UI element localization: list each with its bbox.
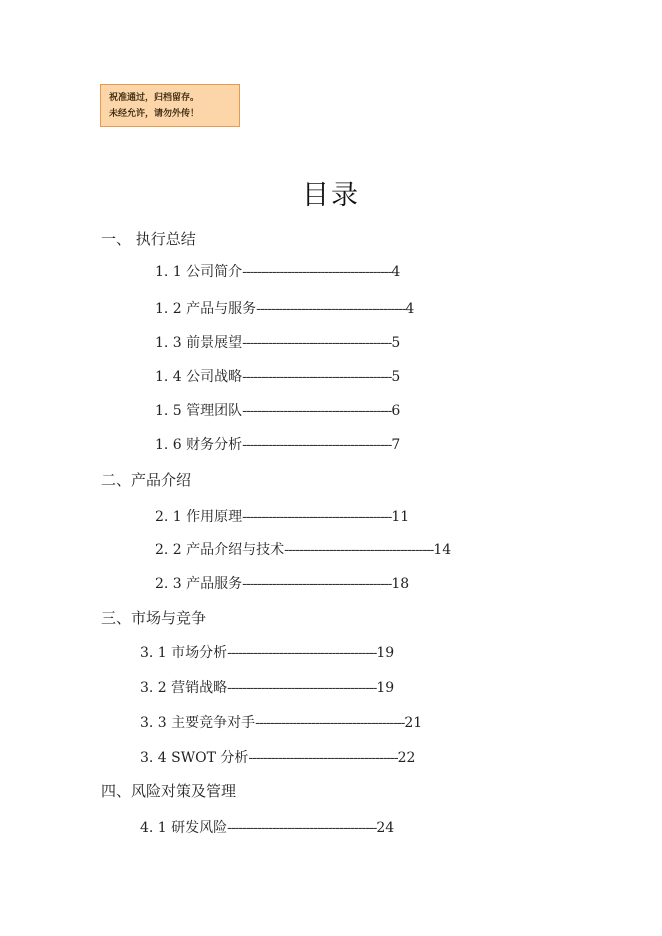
toc-entry-label: 4. 1 研发风险	[140, 820, 228, 836]
toc-page-number: 24	[376, 820, 395, 836]
notice-line-2: 未经允许，请勿外传！	[109, 109, 200, 119]
toc-dot-leader: ----------------------------------------	[256, 301, 406, 317]
toc-entry-label: 3. 1 市场分析	[140, 645, 228, 661]
toc-entry-label: 2. 2 产品介绍与技术	[155, 542, 285, 558]
toc-dot-leader: ----------------------------------------	[242, 335, 392, 351]
toc-section-4[interactable]	[101, 780, 236, 801]
toc-entry-3-2[interactable]	[140, 677, 394, 697]
toc-dot-leader: ----------------------------------------	[255, 715, 405, 731]
toc-section-2[interactable]	[101, 469, 191, 490]
toc-dot-leader: ----------------------------------------	[284, 542, 434, 558]
toc-dot-leader: ----------------------------------------	[242, 403, 392, 419]
confidential-notice-box	[100, 84, 240, 127]
toc-page-number: 7	[391, 437, 401, 453]
toc-dot-leader: ----------------------------------------	[242, 264, 392, 280]
toc-entry-1-4[interactable]	[155, 366, 400, 386]
toc-page-number: 5	[391, 335, 401, 351]
toc-page-number: 14	[433, 542, 452, 558]
toc-entry-label: 3. 4 SWOT 分析	[140, 750, 249, 766]
toc-page-number: 11	[391, 509, 410, 525]
toc-dot-leader: ----------------------------------------	[242, 509, 392, 525]
toc-entry-3-1[interactable]	[140, 642, 394, 662]
toc-entry-2-2[interactable]	[155, 539, 451, 559]
toc-page-number: 22	[397, 750, 416, 766]
toc-entry-2-1[interactable]	[155, 506, 409, 526]
toc-page-number: 4	[391, 264, 401, 280]
notice-line-1: 祝准通过，归档留存。	[109, 93, 200, 103]
toc-page-number: 19	[376, 645, 395, 661]
toc-entry-label: 2. 3 产品服务	[155, 576, 243, 592]
toc-section-label: 二、产品介绍	[101, 471, 192, 489]
toc-entry-label: 3. 2 营销战略	[140, 680, 228, 696]
toc-entry-4-1[interactable]	[140, 817, 394, 837]
toc-entry-2-3[interactable]	[155, 573, 409, 593]
toc-entry-3-4[interactable]	[140, 747, 415, 767]
toc-section-3[interactable]	[101, 607, 206, 628]
toc-entry-1-6[interactable]	[155, 434, 400, 454]
toc-dot-leader: ----------------------------------------	[242, 369, 392, 385]
toc-dot-leader: ----------------------------------------	[227, 645, 377, 661]
toc-entry-1-2[interactable]	[155, 298, 414, 318]
toc-section-1[interactable]	[101, 228, 196, 249]
toc-entry-label: 1. 5 管理团队	[155, 403, 243, 419]
toc-entry-1-5[interactable]	[155, 400, 400, 420]
toc-entry-1-1[interactable]	[155, 261, 400, 281]
toc-section-label: 四、风险对策及管理	[101, 782, 237, 800]
toc-dot-leader: ----------------------------------------	[242, 437, 392, 453]
toc-page-number: 4	[405, 301, 415, 317]
toc-page-number: 5	[391, 369, 401, 385]
toc-entry-label: 1. 3 前景展望	[155, 335, 243, 351]
toc-page-number: 18	[391, 576, 410, 592]
toc-dot-leader: ----------------------------------------	[242, 576, 392, 592]
toc-entry-label: 1. 2 产品与服务	[155, 301, 257, 317]
page-title: 目录	[302, 180, 360, 211]
toc-entry-1-3[interactable]	[155, 332, 400, 352]
toc-dot-leader: ----------------------------------------	[227, 680, 377, 696]
toc-page-number: 21	[404, 715, 423, 731]
toc-entry-3-3[interactable]	[140, 712, 422, 732]
toc-page-number: 6	[391, 403, 401, 419]
toc-section-label: 三、市场与竞争	[101, 609, 207, 627]
toc-dot-leader: ----------------------------------------	[227, 820, 377, 836]
toc-section-label: 一、 执行总结	[101, 230, 196, 248]
toc-entry-label: 2. 1 作用原理	[155, 509, 243, 525]
toc-entry-label: 3. 3 主要竞争对手	[140, 715, 256, 731]
toc-entry-label: 1. 4 公司战略	[155, 369, 243, 385]
toc-entry-label: 1. 6 财务分析	[155, 437, 243, 453]
toc-entry-label: 1. 1 公司简介	[155, 264, 243, 280]
toc-dot-leader: ----------------------------------------	[248, 750, 398, 766]
toc-page-number: 19	[376, 680, 395, 696]
